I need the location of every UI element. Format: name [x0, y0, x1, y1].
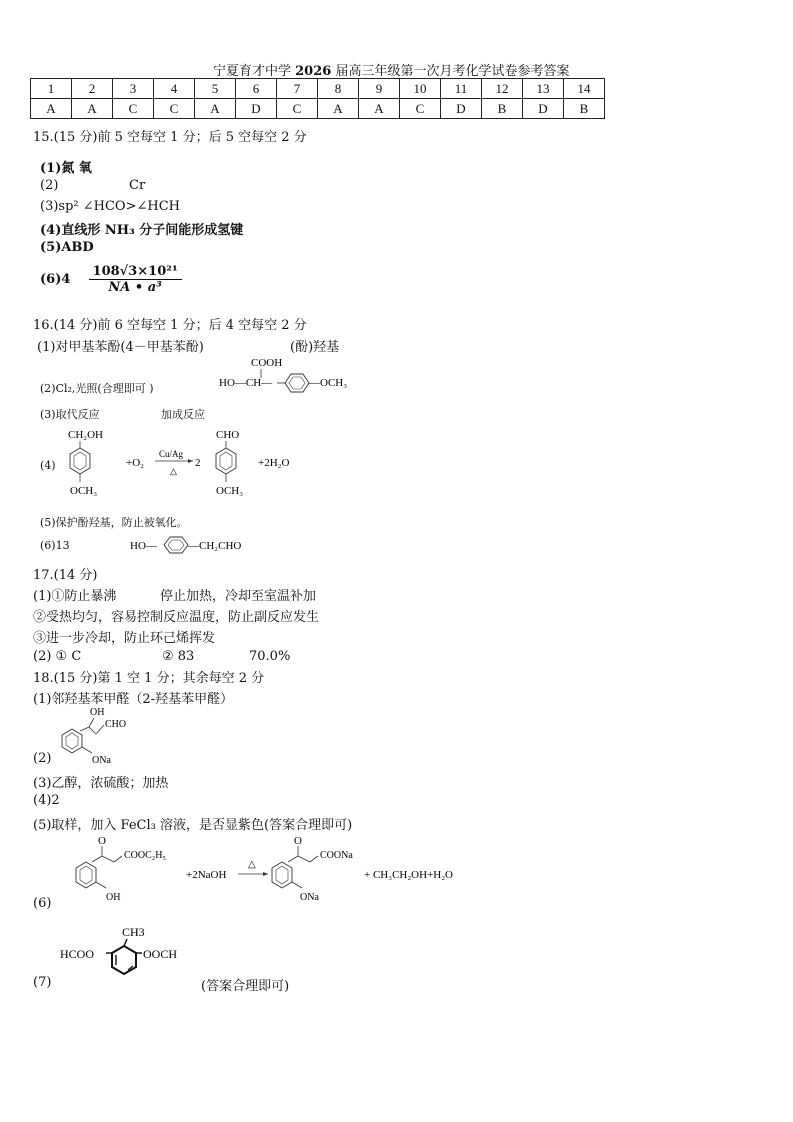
- fraction-numerator: 108√3×10²¹: [89, 264, 182, 280]
- table-cell: A: [359, 99, 400, 119]
- table-cell: 11: [441, 79, 482, 99]
- struct-text: OH: [106, 892, 121, 903]
- table-cell: B: [482, 99, 523, 119]
- table-cell: C: [154, 99, 195, 119]
- carbonyl-o: O: [98, 835, 106, 847]
- q16-equation-4: [58, 424, 348, 508]
- table-cell: 3: [113, 79, 154, 99]
- table-cell: 4: [154, 79, 195, 99]
- struct-text: +2H₂O: [258, 457, 290, 469]
- carbonyl-o: O: [294, 835, 302, 847]
- table-cell: 9: [359, 79, 400, 99]
- answer-table-answers-row: [31, 99, 605, 119]
- table-cell: C: [113, 99, 154, 119]
- table-cell: A: [31, 99, 72, 119]
- struct-text: + CH₃CH₂OH+H₂O: [364, 869, 453, 881]
- table-cell: 14: [564, 79, 605, 99]
- q15-answer-6-label: (6)4: [40, 272, 71, 287]
- struct-text: OCH₃: [70, 485, 98, 497]
- q16-answer-2: (2)Cl₂,光照(合理即可 ): [40, 382, 154, 395]
- q16-header: 16.(14 分)前 6 空每空 1 分；后 4 空每空 2 分: [33, 318, 307, 333]
- q16-answer-3b: 加成反应: [161, 408, 205, 421]
- q17-header: 17.(14 分): [33, 568, 98, 583]
- q15-answer-2-value: Cr: [129, 178, 146, 193]
- table-cell: D: [441, 99, 482, 119]
- fraction-denominator: NA • a³: [108, 280, 162, 295]
- q16-answer-3: (3)取代反应: [40, 408, 100, 421]
- struct-text: ONa: [300, 892, 319, 903]
- table-cell: A: [318, 99, 359, 119]
- title-prefix: 宁夏育才中学: [213, 64, 296, 79]
- q15-fraction: [89, 264, 182, 295]
- struct-text: CHO: [216, 429, 240, 441]
- q16-answer-1b: (酚)羟基: [290, 340, 340, 355]
- benzene-ring-icon: [62, 729, 82, 753]
- q16-structure-6: [128, 532, 248, 558]
- q16-answer-6-label: (6)13: [40, 539, 70, 552]
- table-cell: 12: [482, 79, 523, 99]
- struct-text: COOH: [251, 357, 283, 369]
- q16-answer-5: (5)保护酚羟基，防止被氧化。: [40, 516, 188, 529]
- table-cell: 8: [318, 79, 359, 99]
- answer-table: [30, 78, 605, 119]
- struct-text: ONa: [92, 755, 111, 765]
- q17-answer-2a: (2) ① C: [33, 649, 82, 664]
- table-cell: C: [400, 99, 441, 119]
- q17-answer-1-1: (1)①防止暴沸: [33, 589, 117, 604]
- struct-text: CHO: [105, 719, 127, 730]
- table-cell: 10: [400, 79, 441, 99]
- q15-answer-1: (1)氮 氧: [40, 161, 92, 176]
- struct-text: Cu/Ag: [159, 449, 184, 459]
- q16-answer-1: (1)对甲基苯酚(4－甲基苯酚): [37, 340, 204, 355]
- table-cell: A: [195, 99, 236, 119]
- struct-text: CH₂OH: [68, 429, 104, 441]
- q18-answer-1: (1)邻羟基苯甲醛（2-羟基苯甲醛）: [33, 692, 234, 707]
- struct-text: COOC₂H₅: [124, 850, 166, 861]
- q18-answer-6-label: (6): [33, 896, 52, 911]
- title-suffix: 届高三年级第一次月考化学试卷参考答案: [331, 64, 570, 79]
- table-cell: 7: [277, 79, 318, 99]
- q18-answer-7-label: (7): [33, 975, 52, 990]
- q18-answer-5: (5)取样，加入 FeCl₃ 溶液，是否显紫色(答案合理即可): [33, 818, 353, 833]
- q15-answer-3: (3)sp² ∠HCO>∠HCH: [40, 199, 180, 214]
- struct-text: —OCH₃: [309, 377, 348, 389]
- table-cell: A: [72, 99, 113, 119]
- struct-text: △: [170, 466, 177, 476]
- q17-answer-1-3: ③进一步冷却，防止环己烯挥发: [33, 631, 216, 646]
- table-cell: 2: [72, 79, 113, 99]
- page-title: [213, 60, 569, 79]
- q15-answer-5: (5)ABD: [40, 240, 94, 255]
- benzene-ring-icon: [164, 537, 188, 553]
- table-cell: C: [277, 99, 318, 119]
- title-year: 2026: [295, 64, 332, 79]
- q17-answer-1-2: ②受热均匀，容易控制反应温度，防止副反应发生: [33, 610, 320, 625]
- table-cell: 1: [31, 79, 72, 99]
- answer-table-numbers-row: [31, 79, 605, 99]
- q15-answer-2-label: (2): [40, 178, 59, 193]
- q18-structure-7: [58, 922, 198, 978]
- q18-answer-3: (3)乙醇，浓硫酸；加热: [33, 776, 169, 791]
- struct-text: CH3: [122, 925, 145, 939]
- struct-text: +2NaOH: [186, 869, 227, 881]
- q17-answer-2c: 70.0%: [249, 649, 291, 664]
- table-cell: 6: [236, 79, 277, 99]
- struct-text: △: [248, 859, 256, 870]
- struct-text: OOCH: [143, 947, 178, 961]
- q18-structure-2: [52, 703, 132, 765]
- table-cell: D: [523, 99, 564, 119]
- q17-answer-1-1b: 停止加热，冷却至室温补加: [160, 589, 317, 604]
- struct-text: —CH₂CHO: [188, 540, 242, 552]
- q18-header: 18.(15 分)第 1 空 1 分；其余每空 2 分: [33, 671, 265, 686]
- q18-answer-2-label: (2): [33, 751, 52, 766]
- table-cell: D: [236, 99, 277, 119]
- struct-text: OH: [90, 707, 105, 718]
- struct-text: HO—: [130, 540, 157, 552]
- q17-answer-2b: ② 83: [162, 649, 195, 664]
- q15-answer-4: (4)直线形 NH₃ 分子间能形成氢键: [40, 223, 244, 238]
- table-cell: B: [564, 99, 605, 119]
- q18-answer-4: (4)2: [33, 793, 60, 808]
- table-cell: 5: [195, 79, 236, 99]
- q16-answer-4-label: (4): [40, 459, 56, 472]
- struct-text: HCOO: [60, 947, 95, 961]
- struct-text: OCH₃: [216, 485, 244, 497]
- q18-equation-6: [68, 832, 488, 906]
- q15-answer-6: [40, 264, 182, 295]
- q18-answer-7-note: (答案合理即可): [201, 979, 290, 994]
- struct-text: 2: [195, 457, 201, 469]
- struct-text: HO—CH—: [219, 377, 273, 389]
- struct-text: +O₂: [126, 457, 144, 469]
- q15-header: 15.(15 分)前 5 空每空 1 分；后 5 空每空 2 分: [33, 130, 307, 145]
- table-cell: 13: [523, 79, 564, 99]
- q16-structure-2: [215, 354, 375, 400]
- struct-text: COONa: [320, 850, 353, 861]
